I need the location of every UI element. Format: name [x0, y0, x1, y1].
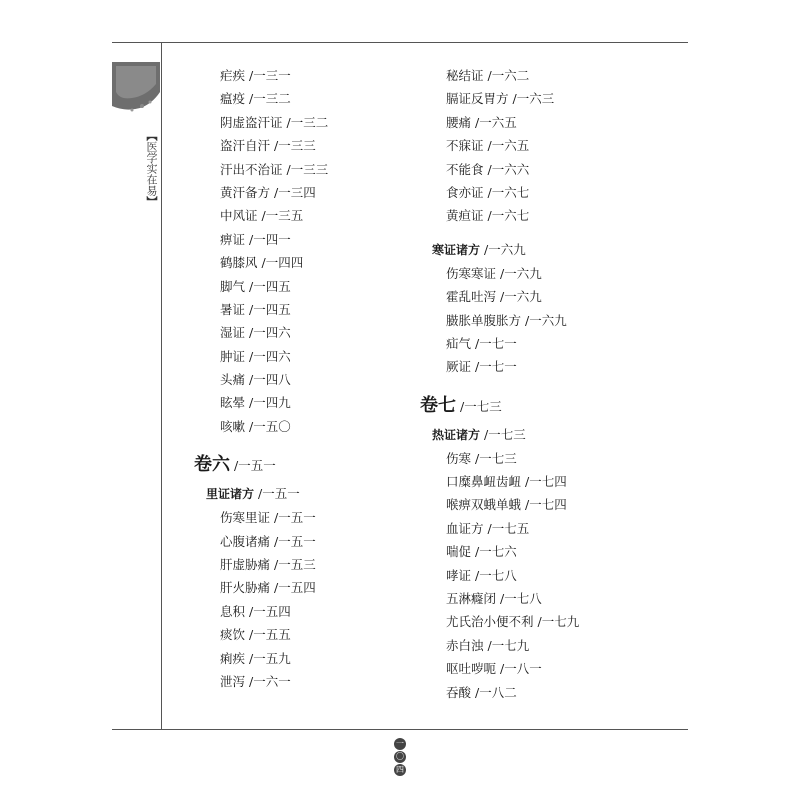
toc-page-ref: /一四五 — [249, 278, 291, 294]
toc-page-ref: /一七四 — [525, 474, 567, 490]
toc-page-ref: /一八一 — [500, 661, 542, 677]
ink-wash-decoration — [112, 62, 160, 112]
toc-entry-title: 秘结证 — [446, 68, 484, 83]
toc-entry — [446, 111, 579, 134]
toc-page-ref: /一六九 — [500, 265, 542, 281]
toc-page-ref: /一五五 — [249, 627, 291, 643]
toc-entry-title: 疟疾 — [220, 68, 246, 83]
toc-entry-title: 心腹诸痛 — [220, 533, 271, 549]
toc-entry — [220, 600, 328, 623]
toc-entry-title: 黄汗备方 — [220, 184, 271, 200]
toc-page-ref: /一七九 — [487, 637, 530, 653]
toc-entry-title: 痢疾 — [220, 650, 246, 666]
toc-entry-title: 血证方 — [446, 520, 484, 536]
toc-entry-title: 不寐证 — [446, 138, 484, 154]
toc-entry-title: 泄泻 — [220, 673, 246, 689]
toc-entry-title: 脚气 — [220, 278, 246, 294]
toc-entry-title: 不能食 — [446, 161, 484, 177]
toc-entry — [446, 181, 579, 204]
toc-entry — [446, 262, 579, 285]
toc-entry-title: 呕吐哕呃 — [446, 661, 497, 677]
toc-entry — [220, 623, 328, 646]
toc-entry-title: 赤白浊 — [446, 637, 484, 653]
toc-page-ref: /一六七 — [487, 208, 530, 224]
toc-entry-title: 黄疸证 — [446, 208, 484, 224]
toc-page-ref: /一六五 — [475, 114, 517, 130]
toc-section-title: 热证诸方 — [432, 427, 481, 442]
toc-entry — [220, 298, 328, 321]
toc-section-title: 里证诸方 — [206, 487, 255, 502]
toc-page-ref: /一三四 — [274, 184, 316, 200]
toc-page-ref: /一七八 — [500, 591, 542, 607]
toc-right-column — [420, 64, 580, 704]
toc-entry — [220, 87, 328, 110]
toc-entry-title: 痰饮 — [220, 627, 246, 643]
toc-entry-title: 肝火胁痛 — [220, 580, 271, 596]
toc-entry-title: 哮证 — [446, 567, 472, 583]
toc-page-ref: /一六七 — [487, 184, 530, 200]
toc-page-ref: /一六九 — [525, 312, 567, 328]
toc-section — [206, 482, 328, 506]
toc-entry-title: 中风证 — [220, 208, 258, 224]
toc-entry-title: 痹证 — [220, 231, 246, 247]
toc-entry — [446, 587, 579, 610]
toc-left-column — [194, 64, 329, 693]
toc-page-ref: /一四九 — [249, 395, 291, 411]
toc-page-ref: /一六九 — [500, 289, 542, 305]
toc-entry — [220, 275, 328, 298]
toc-page-ref: /一七四 — [525, 497, 567, 513]
toc-volume — [194, 448, 328, 482]
toc-entry-title: 食亦证 — [446, 184, 484, 200]
toc-entry-title: 眩晕 — [220, 395, 246, 411]
toc-entry — [446, 64, 579, 87]
toc-entry-title: 喉痹双蛾单蛾 — [446, 497, 522, 513]
toc-page-ref: /一三三 — [274, 138, 316, 154]
toc-entry — [220, 158, 328, 181]
toc-entry — [446, 285, 579, 308]
toc-entry-title: 疝气 — [446, 335, 472, 351]
toc-entry-title: 瘟疫 — [220, 91, 246, 107]
toc-entry — [446, 332, 579, 355]
toc-entry — [446, 355, 579, 378]
toc-page-ref: /一三五 — [261, 208, 304, 224]
toc-entry-title: 咳嗽 — [220, 418, 246, 434]
toc-entry — [220, 368, 328, 391]
toc-page-ref: /一七一 — [475, 359, 517, 375]
toc-entry — [220, 670, 328, 693]
toc-entry — [446, 87, 579, 110]
toc-entry-title: 腰痛 — [446, 114, 472, 130]
toc-volume-title: 卷六 — [194, 454, 230, 476]
toc-entry — [446, 564, 579, 587]
bottom-rule — [112, 729, 688, 730]
toc-page-ref: /一四五 — [249, 301, 291, 317]
toc-entry — [220, 111, 328, 134]
toc-page-ref: /一五一 — [274, 533, 316, 549]
toc-page-ref: /一五三 — [274, 557, 316, 573]
toc-page-ref: /一四四 — [261, 255, 304, 271]
toc-entry-title: 尤氏治小便不利 — [446, 614, 534, 630]
toc-page-ref: /一四八 — [249, 372, 291, 388]
toc-volume — [420, 389, 579, 423]
toc-entry-title: 五淋癃闭 — [446, 591, 497, 607]
running-title-text: 医学实在易 — [145, 141, 158, 196]
toc-page-ref: /一八二 — [475, 684, 517, 700]
toc-entry — [220, 64, 328, 87]
toc-page-ref: /一六六 — [487, 161, 530, 177]
toc-entry-title: 湿证 — [220, 325, 246, 341]
toc-page-ref: /一五四 — [274, 580, 316, 596]
toc-entry-title: 膈证反胃方 — [446, 91, 509, 107]
toc-entry-title: 喘促 — [446, 544, 472, 560]
toc-entry — [446, 204, 579, 227]
toc-entry — [446, 493, 579, 516]
toc-entry — [446, 610, 579, 633]
toc-page-ref: /一七三 — [475, 450, 517, 466]
toc-page-ref: /一七三 — [460, 398, 502, 414]
toc-entry — [220, 553, 328, 576]
toc-entry — [446, 657, 579, 680]
toc-entry — [446, 517, 579, 540]
top-rule — [112, 42, 688, 43]
toc-entry — [220, 345, 328, 368]
toc-page-ref: /一七八 — [475, 567, 517, 583]
page-number-digit: 〇 — [396, 752, 404, 761]
toc-page-ref: /一五九 — [249, 650, 291, 666]
toc-page-ref: /一三二 — [249, 91, 291, 107]
toc-page-ref: /一五一 — [274, 510, 316, 526]
toc-entry-title: 鹤膝风 — [220, 255, 258, 271]
toc-entry-title: 臌胀单腹胀方 — [446, 312, 522, 328]
toc-entry — [220, 134, 328, 157]
toc-entry — [446, 158, 579, 181]
toc-page-ref: /一三一 — [249, 68, 291, 83]
toc-entry-title: 息积 — [220, 603, 246, 619]
toc-section — [432, 238, 579, 262]
toc-page-ref: /一六二 — [487, 68, 530, 83]
page-number-digit: 四 — [396, 765, 404, 774]
toc-page-ref: /一七五 — [487, 520, 530, 536]
toc-page-ref: /一七一 — [475, 335, 517, 351]
toc-entry-title: 口糜鼻衄齿衄 — [446, 474, 522, 490]
toc-page-ref: /一六九 — [484, 241, 526, 257]
toc-entry — [446, 634, 579, 657]
toc-entry — [220, 506, 328, 529]
toc-page-ref: /一六五 — [487, 138, 530, 154]
toc-entry-title: 头痛 — [220, 372, 246, 388]
toc-volume-title: 卷七 — [420, 394, 456, 416]
margin-rule — [161, 42, 162, 730]
toc-page-ref: /一五〇 — [249, 418, 291, 434]
toc-page-ref: /一三三 — [286, 161, 329, 177]
toc-entry-title: 阴虚盗汗证 — [220, 114, 283, 130]
toc-section — [432, 423, 579, 447]
toc-page-ref: /一七九 — [537, 614, 580, 630]
running-title: 【医学实在易】 — [145, 130, 158, 207]
toc-page-ref: /一六一 — [249, 673, 291, 689]
toc-entry-title: 霍乱吐泻 — [446, 289, 497, 305]
toc-entry-title: 吞酸 — [446, 684, 472, 700]
toc-entry — [446, 309, 579, 332]
toc-entry — [220, 204, 328, 227]
toc-page-ref: /一四六 — [249, 348, 291, 364]
toc-entry — [446, 470, 579, 493]
toc-page-ref: /一七六 — [475, 544, 517, 560]
toc-entry — [220, 391, 328, 414]
toc-page-ref: /一三二 — [286, 114, 329, 130]
toc-page-ref: /一五一 — [234, 458, 276, 474]
toc-entry-title: 汗出不治证 — [220, 161, 283, 177]
toc-entry — [220, 181, 328, 204]
toc-entry-title: 厥证 — [446, 359, 472, 375]
toc-entry — [446, 134, 579, 157]
toc-page-ref: /一五一 — [258, 486, 300, 502]
toc-page-ref: /一四一 — [249, 231, 291, 247]
toc-entry-title: 伤寒里证 — [220, 510, 271, 526]
toc-entry — [220, 576, 328, 599]
toc-entry — [446, 681, 579, 704]
page-number — [393, 738, 407, 777]
toc-page-ref: /一五四 — [249, 603, 291, 619]
toc-entry — [220, 251, 328, 274]
toc-section-title: 寒证诸方 — [432, 242, 481, 257]
page-number-digit: 一 — [396, 739, 404, 748]
toc-entry — [220, 228, 328, 251]
toc-entry-title: 盗汗自汗 — [220, 138, 271, 154]
toc-page-ref: /一七三 — [484, 426, 526, 442]
toc-page-ref: /一六三 — [512, 91, 555, 107]
toc-entry — [446, 447, 579, 470]
toc-page-ref: /一四六 — [249, 325, 291, 341]
toc-entry — [220, 647, 328, 670]
toc-entry-title: 伤寒 — [446, 450, 472, 466]
toc-entry-title: 伤寒寒证 — [446, 265, 497, 281]
toc-entry — [446, 540, 579, 563]
toc-entry — [220, 321, 328, 344]
toc-entry — [220, 530, 328, 553]
toc-entry-title: 肿证 — [220, 348, 246, 364]
toc-entry — [220, 415, 328, 438]
toc-entry-title: 暑证 — [220, 301, 246, 317]
toc-entry-title: 肝虚胁痛 — [220, 557, 271, 573]
